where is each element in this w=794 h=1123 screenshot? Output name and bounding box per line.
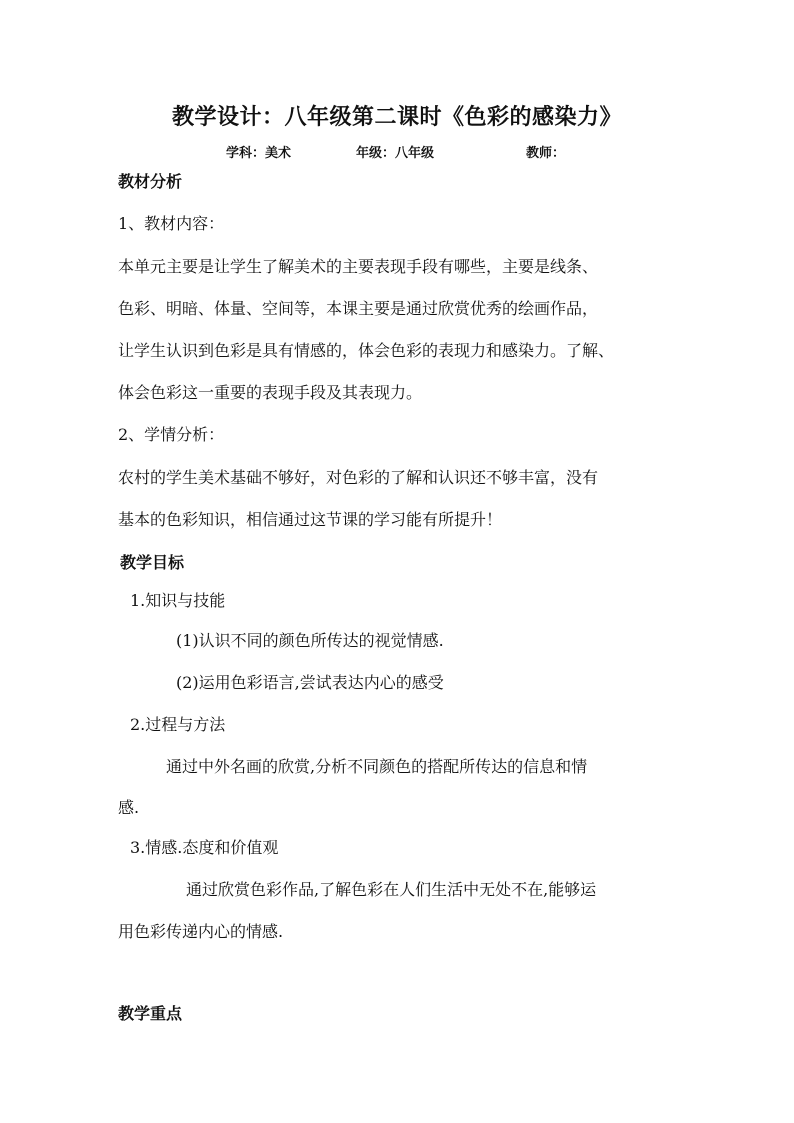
heading-material-analysis: 教材分析	[118, 172, 183, 191]
material-content-line: 让学生认识到色彩是具有情感的，体会色彩的表现力和感染力。了解、	[118, 341, 615, 360]
heading-process-method: 2.过程与方法	[130, 715, 226, 734]
document-title: 教学设计：八年级第二课时《色彩的感染力》	[171, 104, 622, 130]
process-method-line: 通过中外名画的欣赏,分析不同颜色的搭配所传达的信息和情	[166, 757, 588, 776]
heading-teaching-key-points: 教学重点	[118, 1004, 183, 1023]
teacher-label: 教师：	[526, 146, 566, 161]
heading-emotion-attitude-values: 3.情感.态度和价值观	[130, 838, 279, 857]
emotion-attitude-line: 用色彩传递内心的情感.	[118, 922, 284, 941]
material-content-line: 本单元主要是让学生了解美术的主要表现手段有哪些，主要是线条、	[118, 257, 599, 276]
material-content-line: 色彩、明暗、体量、空间等，本课主要是通过欣赏优秀的绘画作品，	[118, 299, 599, 318]
heading-material-content: 1、教材内容：	[118, 214, 225, 233]
subject-label: 学科：美术	[226, 146, 292, 161]
knowledge-skills-item: (1)认识不同的颜色所传达的视觉情感.	[176, 631, 444, 650]
process-method-line: 感.	[118, 798, 140, 817]
knowledge-skills-item: (2)运用色彩语言,尝试表达内心的感受	[176, 673, 444, 692]
heading-knowledge-skills: 1.知识与技能	[130, 591, 226, 610]
material-content-line: 体会色彩这一重要的表现手段及其表现力。	[118, 383, 423, 402]
emotion-attitude-line: 通过欣赏色彩作品,了解色彩在人们生活中无处不在,能够运	[186, 880, 597, 899]
heading-student-analysis: 2、学情分析：	[118, 425, 225, 444]
student-analysis-line: 基本的色彩知识，相信通过这节课的学习能有所提升！	[118, 510, 503, 529]
grade-label: 年级：八年级	[356, 146, 435, 161]
student-analysis-line: 农村的学生美术基础不够好，对色彩的了解和认识还不够丰富，没有	[118, 468, 599, 487]
heading-teaching-goals: 教学目标	[120, 553, 185, 572]
